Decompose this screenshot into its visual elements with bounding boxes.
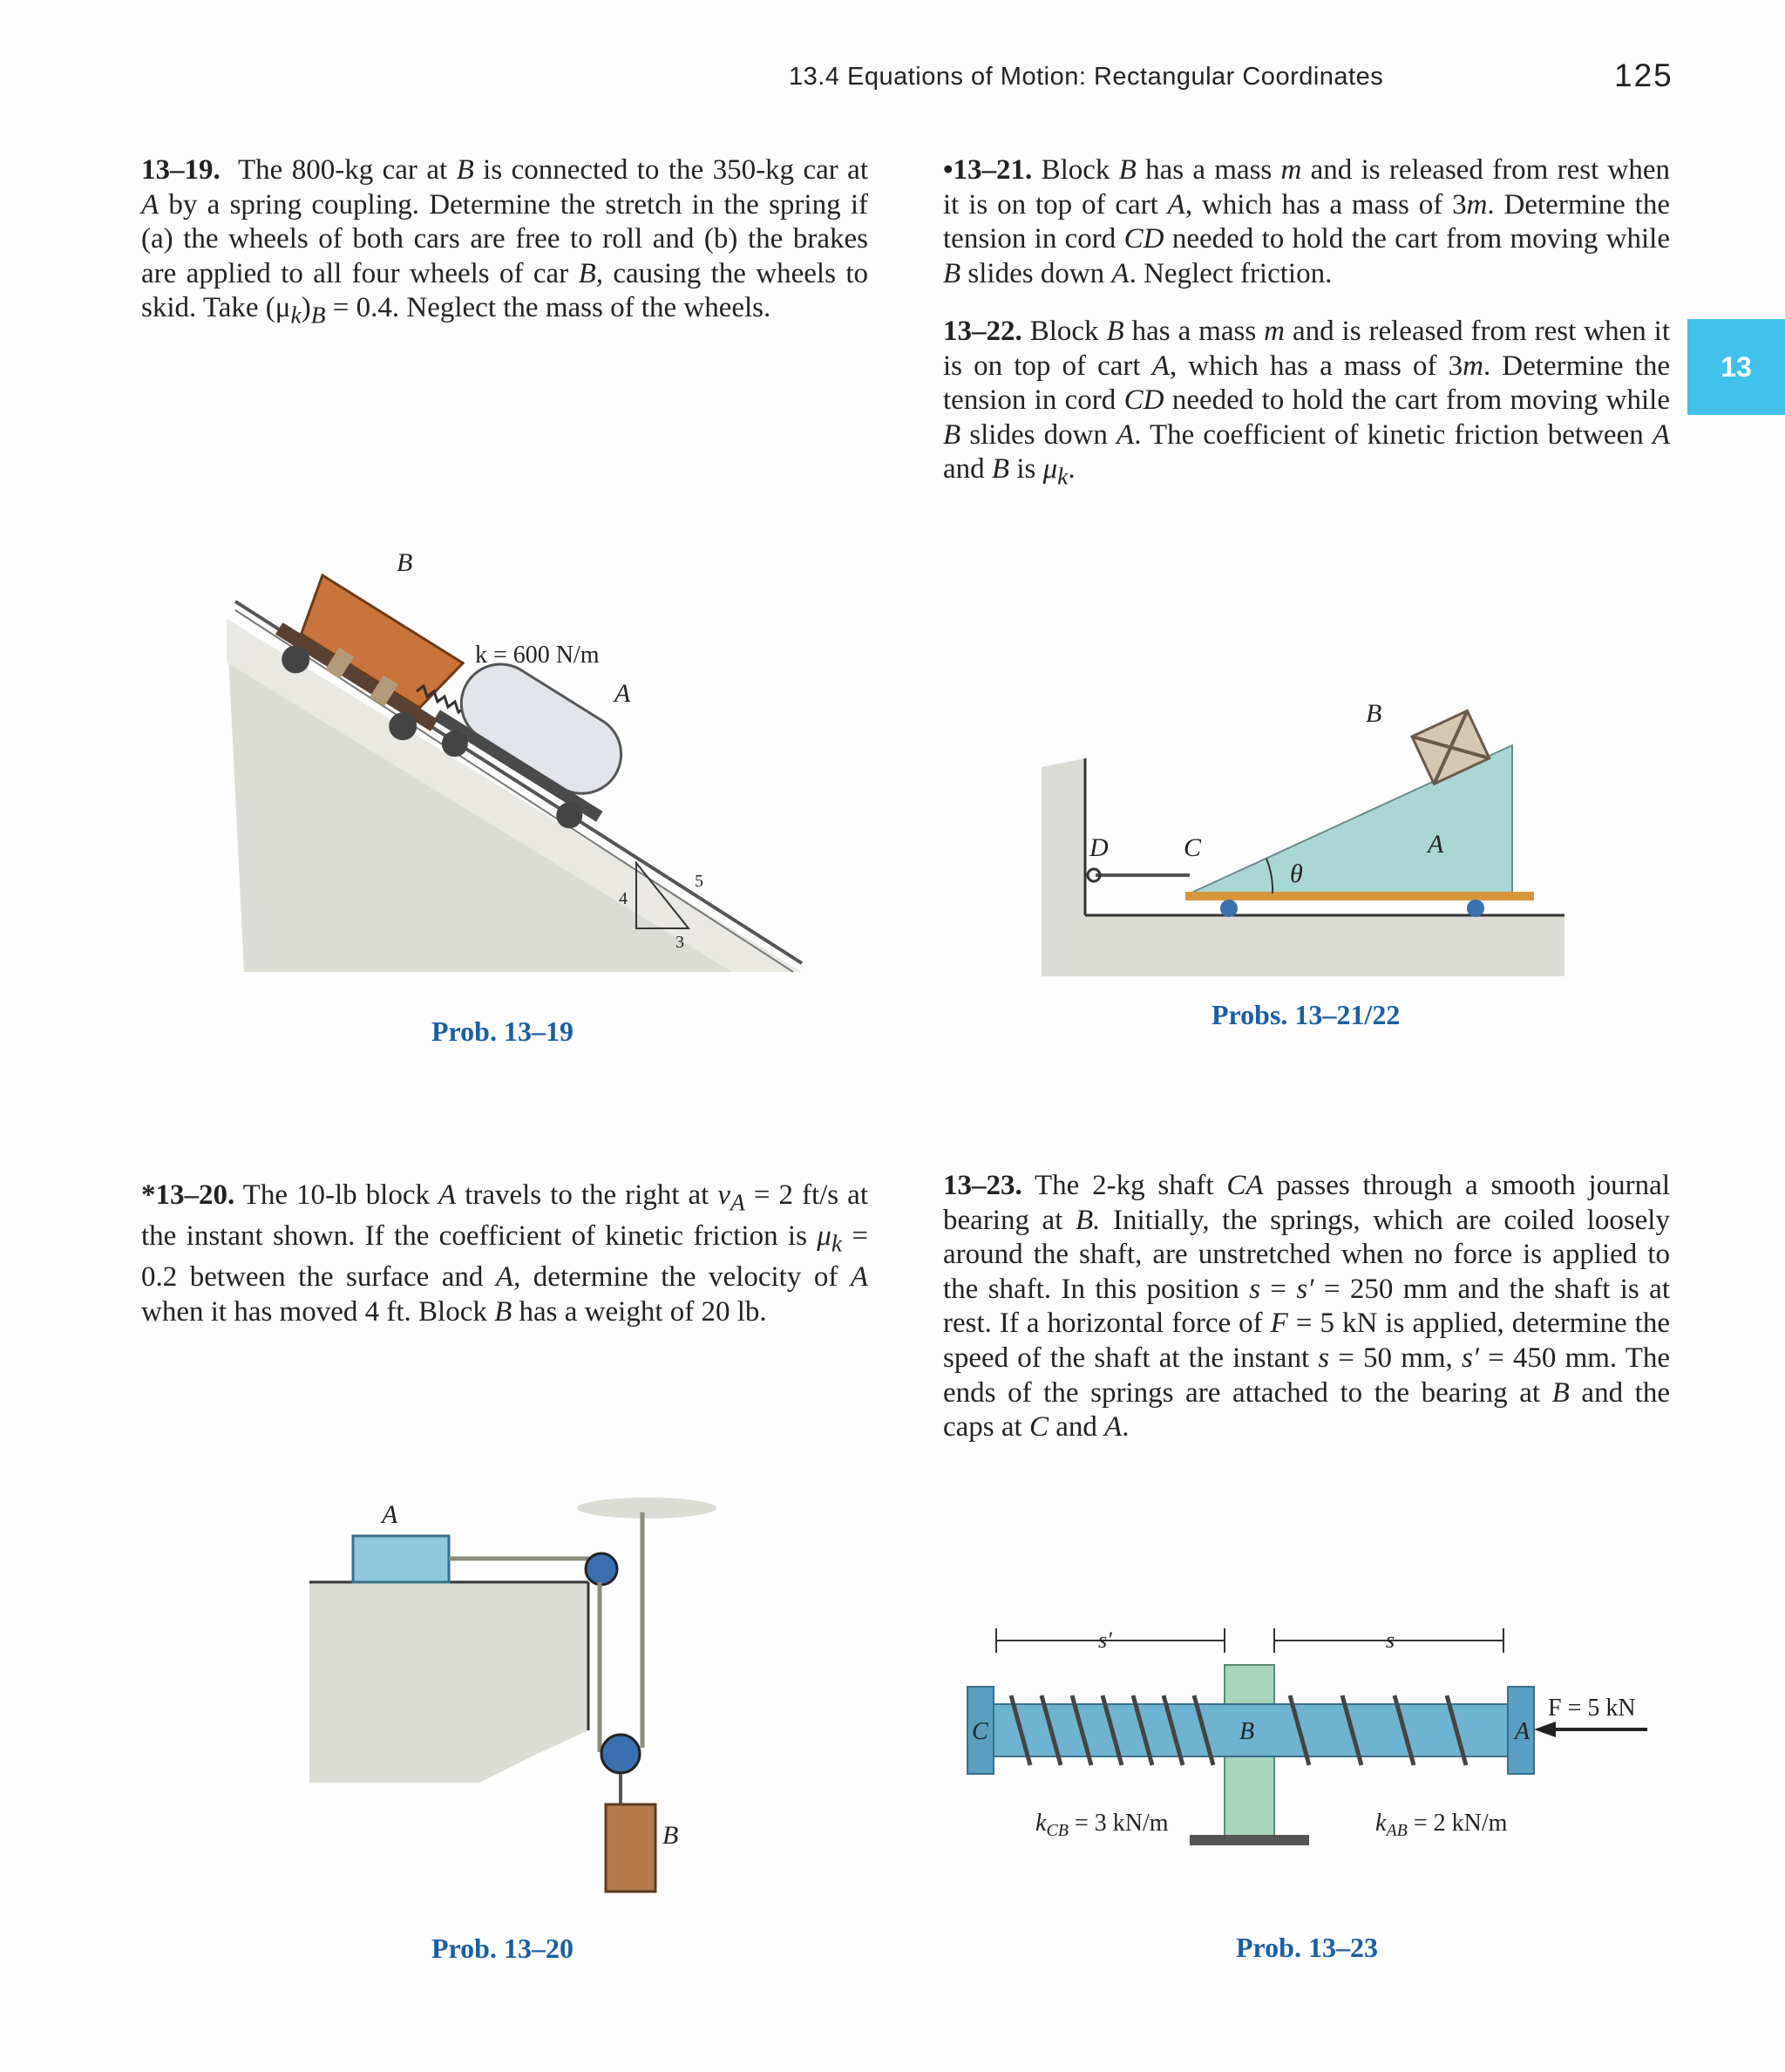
problem-text: . Neglect friction.: [1129, 257, 1333, 289]
block-B: [606, 1804, 655, 1892]
var-A: A: [1104, 1411, 1123, 1444]
label-F: F = 5 kN: [1548, 1695, 1636, 1722]
caption-13-21-22: Probs. 13–21/22: [1211, 999, 1401, 1030]
var-A: A: [1111, 257, 1130, 289]
problem-text: is connected to the 350-kg car at: [473, 154, 868, 186]
problem-text: needed to hold the cart from moving while: [1164, 384, 1670, 417]
problem-number: 13–19.: [141, 154, 221, 186]
var-m: m: [1264, 316, 1285, 347]
problem-13-21: [943, 153, 1670, 291]
problem-13-19: [141, 153, 868, 333]
problem-text: and: [1048, 1411, 1105, 1444]
var-mu: μ: [817, 1220, 831, 1253]
subscript-B: B: [310, 301, 326, 329]
var-A: A: [495, 1261, 514, 1294]
label-B: B: [397, 548, 413, 577]
problem-text: . Determine the tension in cord: [943, 350, 1670, 417]
label-kCB: $k_{CB} = 3$ kN/m: [1035, 1810, 1169, 1840]
subscript-k: k: [831, 1229, 843, 1257]
var-v: v: [717, 1179, 731, 1211]
problem-text: has a mass: [1136, 154, 1281, 186]
problem-text: has a mass: [1123, 316, 1265, 347]
caption-13-23: Prob. 13–23: [1236, 1932, 1378, 1963]
problem-text: Block: [1021, 316, 1107, 347]
problem-text: .: [1122, 1411, 1130, 1444]
label-A: A: [614, 679, 631, 708]
pulley-icon: [586, 1553, 617, 1585]
label-D: D: [1089, 833, 1109, 862]
problem-13-22: [943, 315, 1670, 494]
problem-text: =: [1260, 1273, 1297, 1305]
chapter-tab: [1687, 319, 1785, 415]
problem-text: , determine the velocity of: [513, 1261, 851, 1294]
problem-text: The 10-lb block: [234, 1179, 438, 1211]
var-s: s: [1318, 1342, 1330, 1374]
problem-number: •13–21.: [943, 154, 1033, 186]
var-A: A: [1652, 418, 1671, 451]
var-A: A: [438, 1179, 457, 1211]
subscript-k: k: [290, 301, 302, 329]
problem-text: , which has a mass of 3: [1169, 350, 1463, 382]
problem-text: is: [1009, 453, 1043, 486]
var-B: B,: [578, 257, 603, 289]
subscript-k: k: [1057, 462, 1069, 490]
label-slope-3: 3: [675, 933, 684, 952]
problem-13-20: [141, 1179, 868, 1330]
problem-text: = 50 mm,: [1329, 1342, 1462, 1374]
label-B: B: [662, 1821, 679, 1850]
var-s-prime: s′: [1461, 1342, 1479, 1374]
var-mu: μ: [1042, 453, 1058, 486]
wheel-icon: [1467, 900, 1484, 917]
var-B: B: [943, 418, 961, 451]
problem-text: Initially, the springs, which are coiled loosely around the shaft, are unstretched when no force is applied to the shaft. In this position: [943, 1204, 1670, 1305]
caption-13-20: Prob. 13–20: [431, 1933, 574, 1964]
problem-text: causing the wheels to skid. Take (μ: [141, 257, 868, 324]
figure-13-23: [959, 1621, 1656, 1883]
problem-text: = 0.2 between the surface and: [141, 1220, 868, 1294]
table-ground: [309, 1582, 588, 1783]
var-s: s: [1249, 1273, 1261, 1305]
problem-13-23: [943, 1169, 1670, 1445]
problem-text: and: [943, 453, 992, 486]
var-A: A: [141, 188, 159, 221]
problem-text: and the caps at: [943, 1376, 1670, 1444]
problem-text: The 800-kg car at: [238, 154, 457, 186]
problem-text: = 250 mm and the shaft is at rest. If a horizontal force of: [943, 1273, 1670, 1340]
label-A: A: [1515, 1718, 1530, 1745]
var-B: B.: [1075, 1204, 1101, 1236]
page-number: 125: [1614, 58, 1673, 93]
var-A: A: [1167, 188, 1185, 221]
problem-text: and is released from rest when it is on top of cart: [943, 154, 1670, 221]
problem-text: Block: [1032, 154, 1119, 186]
var-CD: CD: [1123, 223, 1164, 255]
problem-text: = 0.4. Neglect the mass of the wheels.: [325, 292, 771, 324]
figure-13-20: [305, 1495, 723, 1905]
var-C: C: [1028, 1411, 1049, 1444]
var-CA: CA: [1226, 1170, 1264, 1201]
wheel-icon: [1220, 900, 1238, 917]
var-A: A: [1116, 418, 1135, 451]
problem-number: 13–23.: [943, 1170, 1022, 1201]
ceiling: [577, 1498, 716, 1518]
var-s-prime: s′: [1296, 1273, 1314, 1305]
caption-13-19: Prob. 13–19: [431, 1016, 574, 1047]
var-B: B: [1106, 316, 1124, 347]
label-s: s: [1386, 1627, 1395, 1653]
bearing-base: [1190, 1835, 1309, 1845]
problem-text: = 450 mm. The ends of the springs are attached to the bearing at: [943, 1342, 1671, 1409]
var-B: B: [456, 154, 474, 186]
var-CD: CD: [1123, 384, 1164, 417]
label-A: A: [382, 1500, 398, 1529]
problem-number: *13–20.: [141, 1179, 235, 1211]
problem-text: .: [1068, 453, 1076, 486]
subscript-A: A: [730, 1188, 745, 1216]
label-s-prime: s′: [1098, 1627, 1112, 1653]
problem-text: needed to hold the cart from moving while: [1164, 223, 1670, 255]
problem-text: The 2-kg shaft: [1021, 1170, 1227, 1201]
label-theta: θ: [1290, 859, 1303, 888]
figure-13-19: [192, 488, 819, 985]
var-B: B: [991, 453, 1010, 486]
cart-base: [1185, 892, 1534, 900]
problem-text: , which has a mass of 3: [1184, 188, 1467, 221]
var-m: m: [1280, 154, 1302, 186]
force-arrowhead: [1534, 1722, 1556, 1737]
var-B: B: [1118, 154, 1137, 186]
var-F: F: [1270, 1308, 1288, 1340]
section-header: 13.4 Equations of Motion: Rectangular Coordinates: [789, 63, 1384, 91]
problem-text: slides down: [960, 418, 1117, 451]
figure-13-21-22: [1042, 680, 1582, 994]
problem-text: travels to the right at: [456, 1179, 718, 1211]
problem-text: passes through a smooth journal bearing at: [943, 1170, 1670, 1236]
label-B: B: [1239, 1718, 1255, 1745]
problem-text: = 2 ft/s at the instant shown. If the coefficient of kinetic friction is: [141, 1179, 868, 1253]
problem-text: and is released from rest when it is on top of cart: [943, 316, 1671, 382]
chapter-tab-label: 13: [1721, 350, 1752, 383]
label-slope-4: 4: [619, 889, 628, 908]
problem-text: slides down: [960, 257, 1112, 289]
problem-text: = 5 kN is applied, determine the speed of the shaft at the instant: [943, 1308, 1670, 1374]
problem-text: ): [301, 292, 311, 324]
block-A: [353, 1536, 449, 1582]
pulley-icon: [601, 1735, 640, 1773]
label-slope-5: 5: [695, 872, 703, 891]
label-C: C: [1184, 833, 1202, 862]
problem-text: . The coefficient of kinetic friction between: [1134, 418, 1653, 451]
var-B: B: [1551, 1376, 1570, 1409]
var-m: m: [1466, 188, 1488, 221]
label-A: A: [1428, 830, 1444, 859]
label-C: C: [972, 1718, 988, 1745]
problem-text: by a spring coupling. Determine the stretch in the spring if (a) the wheels of both cars are free to roll and (b) the brakes are applied to all four wheels of car: [141, 188, 868, 289]
var-m: m: [1463, 350, 1483, 382]
var-A: A: [1151, 350, 1170, 382]
problem-text: has a weight of 20 lb.: [512, 1295, 767, 1328]
label-k: k = 600 N/m: [475, 642, 600, 669]
label-kAB: $k_{AB} = 2$ kN/m: [1375, 1810, 1508, 1840]
var-A: A: [850, 1261, 868, 1294]
problem-number: 13–22.: [943, 316, 1022, 347]
label-B: B: [1366, 699, 1382, 728]
var-B: B: [494, 1295, 512, 1328]
problem-text: when it has moved 4 ft. Block: [141, 1295, 495, 1328]
problem-text: . Determine the tension in cord: [943, 188, 1670, 255]
var-B: B: [943, 257, 961, 289]
